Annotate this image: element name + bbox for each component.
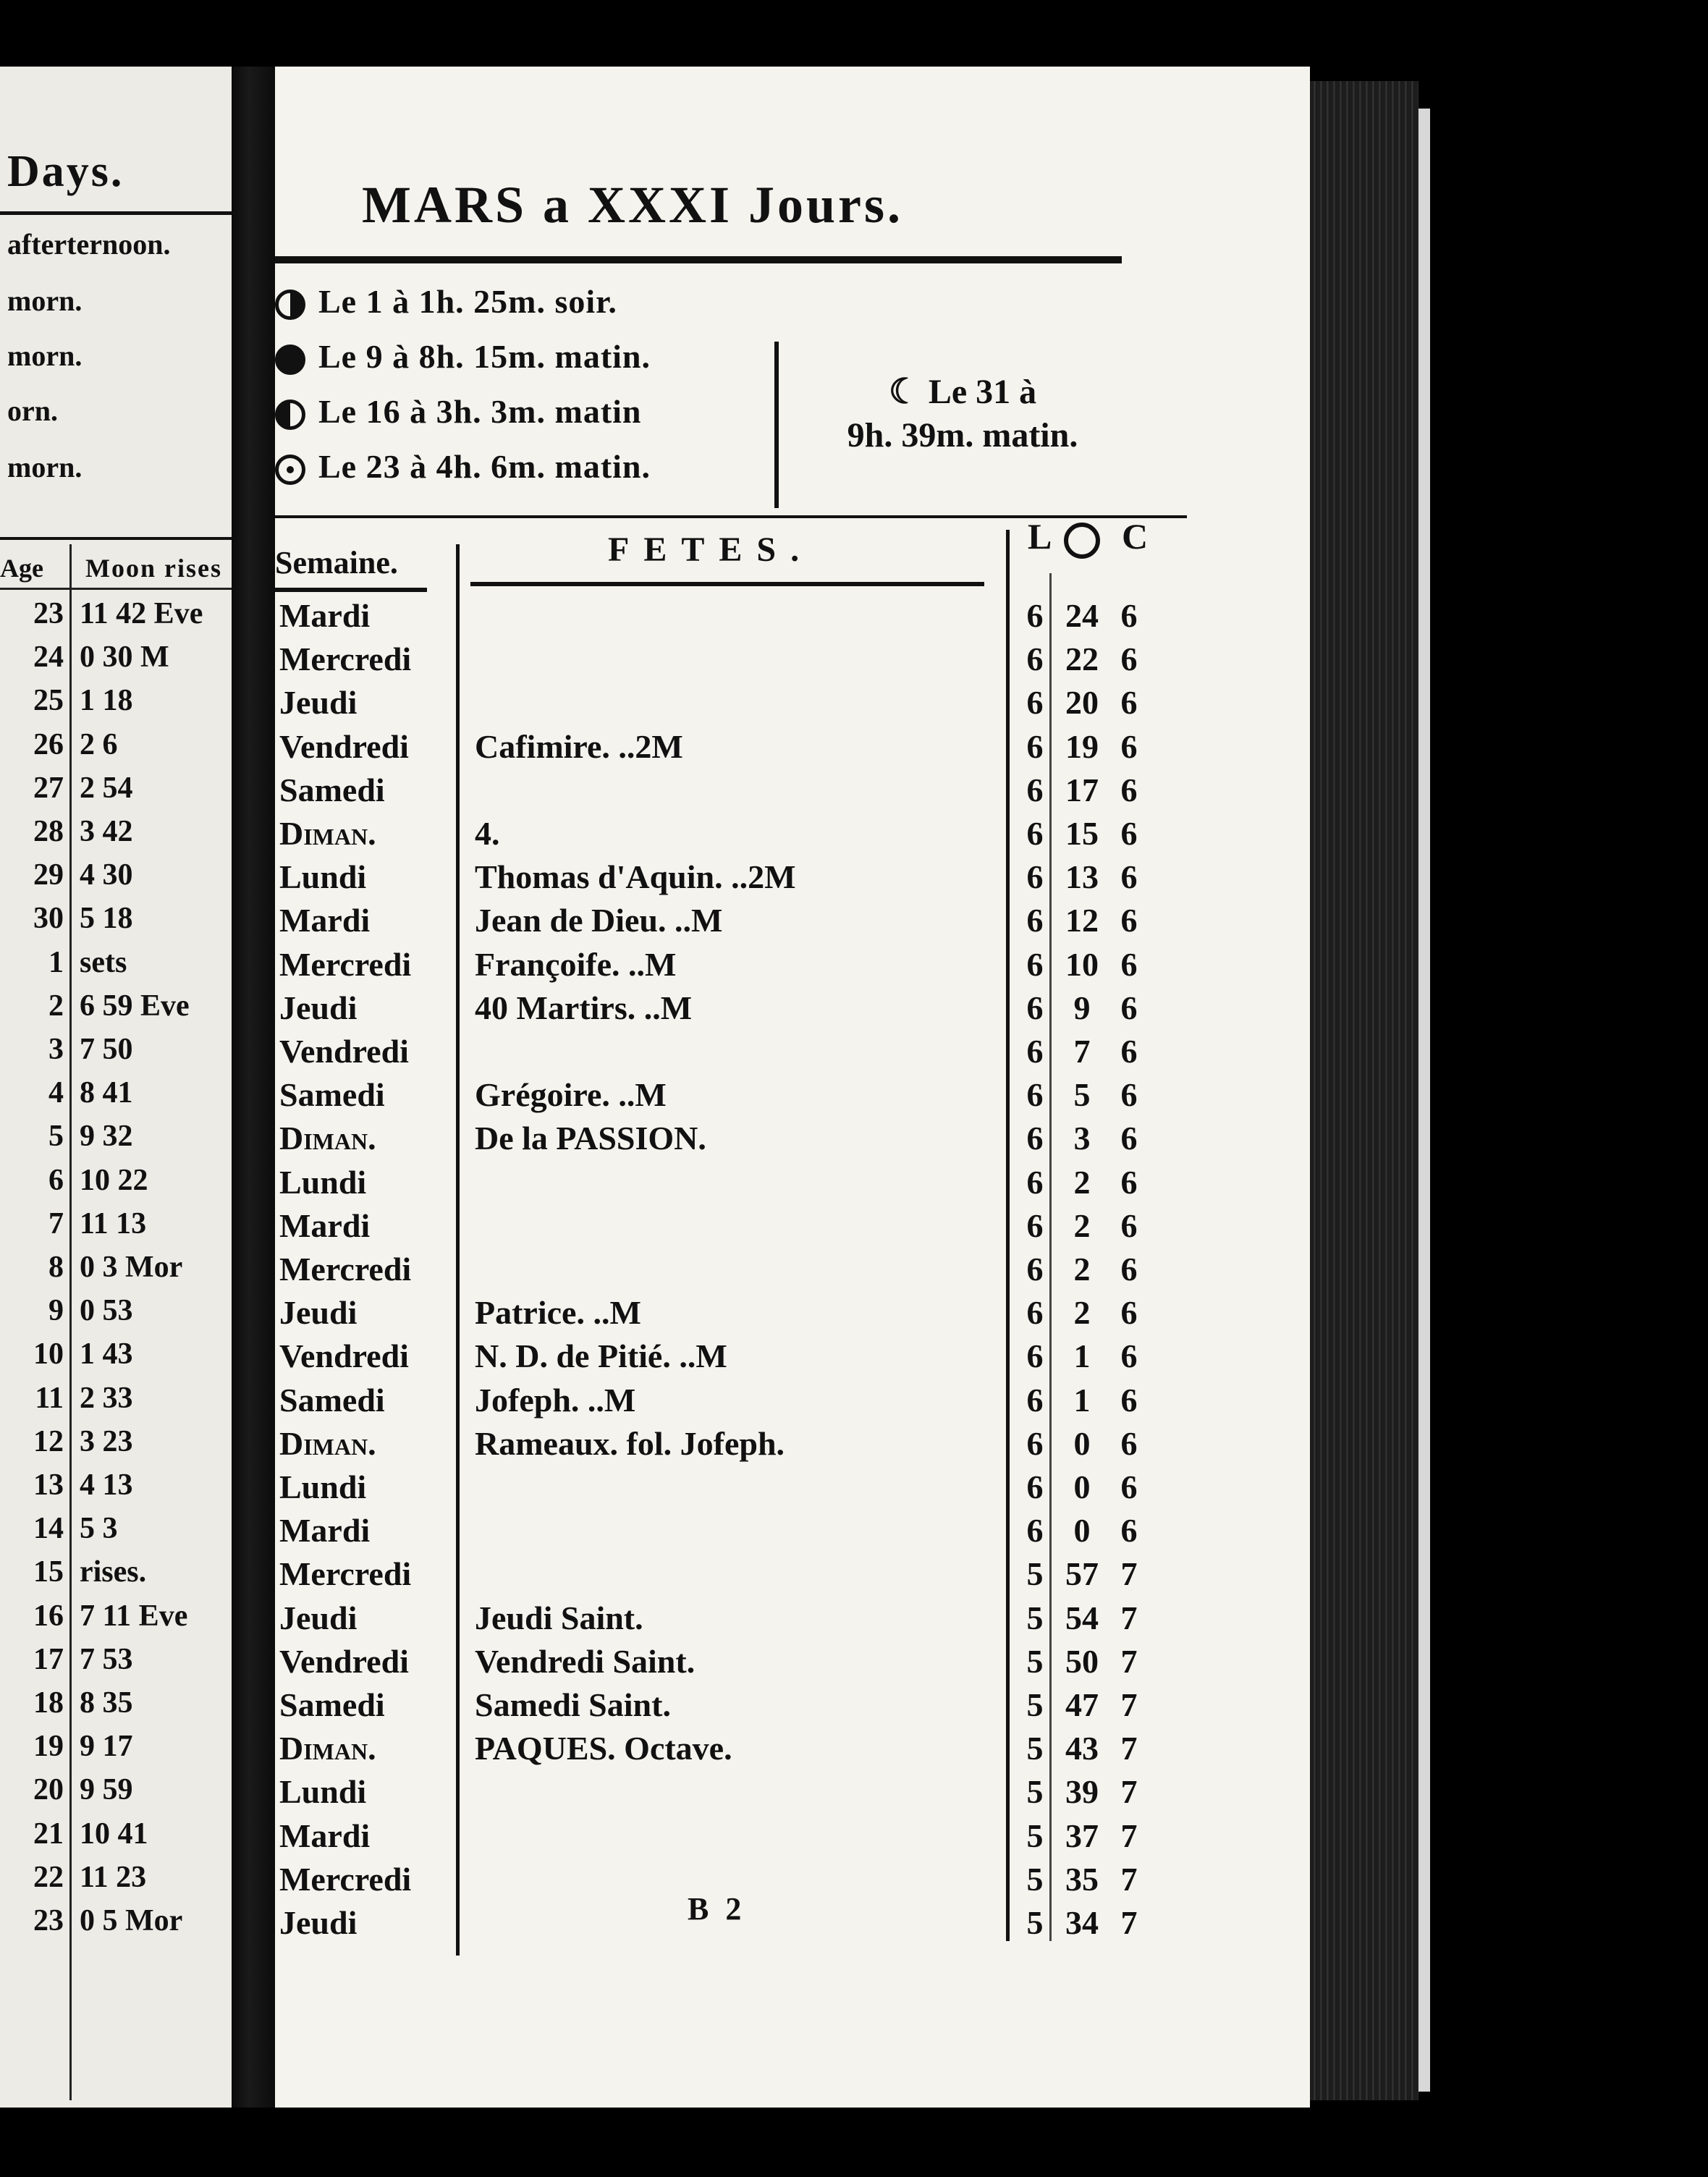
left-row-moon: 0 30 M bbox=[80, 641, 169, 675]
full-moon-icon bbox=[275, 344, 305, 375]
left-row-day: 19 bbox=[33, 1730, 64, 1764]
left-row-day: 14 bbox=[33, 1512, 64, 1546]
row-weekday: Jeudi bbox=[279, 1904, 358, 1941]
row-sunset-hour: 6 bbox=[1120, 902, 1138, 939]
row-sunrise-hour: 6 bbox=[1026, 597, 1044, 634]
left-header-rule bbox=[0, 211, 232, 215]
row-feast: Jeudi Saint. bbox=[475, 1599, 643, 1636]
left-row-day: 3 bbox=[48, 1033, 64, 1066]
moon-phase-line: Le 9 à 8h. 15m. matin. bbox=[318, 338, 651, 375]
row-weekday: Diman. bbox=[279, 1424, 376, 1462]
col-coucher: C bbox=[1122, 516, 1149, 557]
row-weekday: Lundi bbox=[279, 1773, 367, 1811]
row-sunrise-minute: 39 bbox=[1065, 1773, 1099, 1811]
row-weekday: Vendredi bbox=[279, 1642, 409, 1680]
row-feast: Jofeph. ..M bbox=[475, 1381, 636, 1419]
row-sunrise-hour: 6 bbox=[1026, 989, 1044, 1026]
col-semaine-rule bbox=[275, 588, 427, 592]
left-row-day: 17 bbox=[33, 1642, 64, 1676]
row-weekday: Mercredi bbox=[279, 1860, 412, 1898]
row-sunrise-hour: 6 bbox=[1026, 1381, 1044, 1419]
row-sunset-hour: 6 bbox=[1120, 1381, 1138, 1419]
row-sunrise-minute: 2 bbox=[1073, 1206, 1091, 1244]
right-page bbox=[275, 67, 1310, 2108]
row-sunrise-hour: 6 bbox=[1026, 1468, 1044, 1505]
row-sunrise-minute: 12 bbox=[1065, 902, 1099, 939]
left-row-moon: 11 42 Eve bbox=[80, 597, 203, 630]
row-sunset-hour: 7 bbox=[1120, 1642, 1138, 1680]
row-sunrise-minute: 34 bbox=[1065, 1904, 1099, 1941]
row-sunset-hour: 6 bbox=[1120, 945, 1138, 983]
left-row-day: 21 bbox=[33, 1817, 64, 1851]
row-weekday: Jeudi bbox=[279, 989, 358, 1026]
left-row-moon: 6 59 Eve bbox=[80, 989, 190, 1023]
left-row-day: 4 bbox=[48, 1076, 64, 1110]
row-sunset-hour: 6 bbox=[1120, 858, 1138, 896]
row-sunrise-hour: 6 bbox=[1026, 641, 1044, 678]
row-sunrise-minute: 2 bbox=[1073, 1294, 1091, 1332]
row-sunrise-hour: 6 bbox=[1026, 858, 1044, 896]
last-quarter-icon bbox=[275, 400, 305, 430]
left-col-divider bbox=[69, 544, 72, 2100]
left-row-moon: 3 42 bbox=[80, 815, 133, 848]
left-row-moon: 0 53 bbox=[80, 1294, 133, 1328]
row-sunset-hour: 6 bbox=[1120, 1468, 1138, 1505]
row-sunset-hour: 6 bbox=[1120, 597, 1138, 634]
left-row-day: 7 bbox=[48, 1206, 64, 1240]
title-rule bbox=[275, 256, 1122, 263]
left-row-moon: 2 6 bbox=[80, 727, 118, 761]
left-row-day: 29 bbox=[33, 858, 64, 892]
row-sunrise-hour: 5 bbox=[1026, 1817, 1044, 1854]
row-sunrise-minute: 47 bbox=[1065, 1686, 1099, 1723]
left-row-day: 13 bbox=[33, 1468, 64, 1502]
left-row-moon: 7 50 bbox=[80, 1033, 133, 1066]
row-sunrise-minute: 20 bbox=[1065, 684, 1099, 722]
left-table-rule bbox=[0, 537, 232, 540]
left-row-day: 15 bbox=[33, 1555, 64, 1589]
left-row-moon: 11 13 bbox=[80, 1206, 147, 1240]
row-sunrise-minute: 0 bbox=[1073, 1424, 1091, 1462]
row-weekday: Vendredi bbox=[279, 1337, 409, 1375]
row-sunset-hour: 7 bbox=[1120, 1555, 1138, 1593]
left-row-moon: 5 3 bbox=[80, 1512, 118, 1546]
left-row-moon: sets bbox=[80, 945, 127, 979]
row-sunset-hour: 6 bbox=[1120, 727, 1138, 765]
row-feast: 4. bbox=[475, 815, 500, 852]
row-sunrise-minute: 19 bbox=[1065, 727, 1099, 765]
left-row-day: 24 bbox=[33, 641, 64, 675]
row-sunset-hour: 6 bbox=[1120, 1337, 1138, 1375]
row-weekday: Samedi bbox=[279, 1076, 385, 1114]
left-row-day: 22 bbox=[33, 1860, 64, 1894]
row-sunset-hour: 7 bbox=[1120, 1686, 1138, 1723]
left-row-day: 26 bbox=[33, 727, 64, 761]
row-sunrise-hour: 6 bbox=[1026, 815, 1044, 852]
row-sunrise-hour: 6 bbox=[1026, 1163, 1044, 1201]
row-sunrise-hour: 6 bbox=[1026, 684, 1044, 722]
row-weekday: Mardi bbox=[279, 1206, 371, 1244]
page-title: MARS a XXXI Jours. bbox=[362, 176, 904, 234]
left-row-moon: 0 5 Mor bbox=[80, 1904, 183, 1937]
row-sunrise-minute: 22 bbox=[1065, 641, 1099, 678]
crescent-moon-icon: ☾ bbox=[888, 373, 920, 411]
row-feast: Rameaux. fol. Jofeph. bbox=[475, 1424, 785, 1462]
row-sunset-hour: 6 bbox=[1120, 771, 1138, 808]
left-phase-line: afterternoon. bbox=[7, 228, 171, 261]
row-sunrise-hour: 6 bbox=[1026, 1076, 1044, 1114]
row-sunrise-minute: 3 bbox=[1073, 1120, 1091, 1157]
left-row-day: 23 bbox=[33, 1904, 64, 1937]
row-feast: Jean de Dieu. ..M bbox=[475, 902, 723, 939]
row-sunrise-hour: 5 bbox=[1026, 1730, 1044, 1767]
left-row-moon: rises. bbox=[80, 1555, 147, 1589]
left-row-moon: 9 32 bbox=[80, 1120, 133, 1154]
row-sunrise-minute: 57 bbox=[1065, 1555, 1099, 1593]
row-weekday: Vendredi bbox=[279, 1033, 409, 1070]
row-sunrise-minute: 37 bbox=[1065, 1817, 1099, 1854]
row-sunrise-hour: 5 bbox=[1026, 1686, 1044, 1723]
left-row-moon: 9 59 bbox=[80, 1773, 133, 1807]
row-sunset-hour: 7 bbox=[1120, 1904, 1138, 1941]
row-sunrise-minute: 17 bbox=[1065, 771, 1099, 808]
page-folio: B 2 bbox=[688, 1891, 746, 1927]
left-row-day: 6 bbox=[48, 1163, 64, 1197]
row-feast: 40 Martirs. ..M bbox=[475, 989, 693, 1026]
left-row-moon: 2 33 bbox=[80, 1381, 133, 1415]
left-row-day: 1 bbox=[48, 945, 64, 979]
row-feast: De la PASSION. bbox=[475, 1120, 706, 1157]
left-row-moon: 9 17 bbox=[80, 1730, 133, 1764]
row-sunrise-minute: 7 bbox=[1073, 1033, 1091, 1070]
row-sunrise-hour: 6 bbox=[1026, 1206, 1044, 1244]
col-fetes-rule bbox=[470, 582, 984, 586]
row-sunrise-hour: 6 bbox=[1026, 1424, 1044, 1462]
row-sunset-hour: 6 bbox=[1120, 1120, 1138, 1157]
row-sunset-hour: 6 bbox=[1120, 1206, 1138, 1244]
row-sunrise-hour: 6 bbox=[1026, 945, 1044, 983]
row-sunrise-hour: 6 bbox=[1026, 727, 1044, 765]
row-sunrise-hour: 6 bbox=[1026, 771, 1044, 808]
row-sunrise-hour: 5 bbox=[1026, 1860, 1044, 1898]
left-row-moon: 10 22 bbox=[80, 1163, 148, 1197]
left-row-day: 16 bbox=[33, 1599, 64, 1633]
row-feast: Grégoire. ..M bbox=[475, 1076, 667, 1114]
row-sunrise-hour: 6 bbox=[1026, 1512, 1044, 1550]
row-weekday: Mercredi bbox=[279, 1251, 412, 1288]
row-sunrise-minute: 2 bbox=[1073, 1251, 1091, 1288]
row-sunset-hour: 7 bbox=[1120, 1599, 1138, 1636]
row-feast: Françoife. ..M bbox=[475, 945, 677, 983]
sun-divider-inner bbox=[1049, 573, 1052, 1941]
row-weekday: Diman. bbox=[279, 815, 376, 852]
row-sunset-hour: 6 bbox=[1120, 1076, 1138, 1114]
left-row-moon: 1 18 bbox=[80, 684, 133, 718]
row-sunrise-minute: 0 bbox=[1073, 1512, 1091, 1550]
left-header-underline bbox=[0, 588, 232, 590]
left-col-age: Age bbox=[0, 554, 43, 583]
row-weekday: Mercredi bbox=[279, 945, 412, 983]
left-phase-line: morn. bbox=[7, 339, 83, 372]
left-row-moon: 11 23 bbox=[80, 1860, 147, 1894]
left-row-day: 18 bbox=[33, 1686, 64, 1720]
left-row-day: 28 bbox=[33, 815, 64, 848]
left-row-moon: 0 3 Mor bbox=[80, 1251, 183, 1284]
row-weekday: Diman. bbox=[279, 1730, 376, 1767]
row-sunrise-hour: 6 bbox=[1026, 1120, 1044, 1157]
row-sunrise-hour: 5 bbox=[1026, 1642, 1044, 1680]
cover-edge bbox=[1419, 109, 1430, 2092]
left-row-moon: 7 53 bbox=[80, 1642, 133, 1676]
row-sunrise-hour: 6 bbox=[1026, 1251, 1044, 1288]
row-weekday: Lundi bbox=[279, 858, 367, 896]
row-sunset-hour: 6 bbox=[1120, 1033, 1138, 1070]
row-sunrise-minute: 24 bbox=[1065, 597, 1099, 634]
row-weekday: Vendredi bbox=[279, 727, 409, 765]
left-row-moon: 4 30 bbox=[80, 858, 133, 892]
row-feast: Patrice. ..M bbox=[475, 1294, 641, 1332]
row-sunrise-minute: 43 bbox=[1065, 1730, 1099, 1767]
row-weekday: Jeudi bbox=[279, 1599, 358, 1636]
row-sunrise-hour: 5 bbox=[1026, 1904, 1044, 1941]
row-weekday: Samedi bbox=[279, 1686, 385, 1723]
left-row-day: 10 bbox=[33, 1337, 64, 1371]
moon-phase-line: Le 16 à 3h. 3m. matin bbox=[318, 393, 642, 430]
left-row-day: 30 bbox=[33, 902, 64, 936]
row-weekday: Jeudi bbox=[279, 1294, 358, 1332]
col-fetes: FETES. bbox=[608, 530, 814, 569]
row-sunrise-hour: 5 bbox=[1026, 1599, 1044, 1636]
left-row-day: 2 bbox=[48, 989, 64, 1023]
row-sunrise-minute: 15 bbox=[1065, 815, 1099, 852]
row-sunrise-minute: 54 bbox=[1065, 1599, 1099, 1636]
left-row-moon: 3 23 bbox=[80, 1424, 133, 1458]
row-feast: PAQUES. Octave. bbox=[475, 1730, 732, 1767]
left-row-day: 20 bbox=[33, 1773, 64, 1807]
row-feast: Thomas d'Aquin. ..2M bbox=[475, 858, 796, 896]
row-weekday: Samedi bbox=[279, 771, 385, 808]
row-sunrise-hour: 6 bbox=[1026, 902, 1044, 939]
row-sunrise-minute: 9 bbox=[1073, 989, 1091, 1026]
row-weekday: Mardi bbox=[279, 902, 371, 939]
left-page bbox=[0, 67, 232, 2108]
row-sunrise-minute: 2 bbox=[1073, 1163, 1091, 1201]
left-phase-line: orn. bbox=[7, 394, 58, 427]
row-sunrise-minute: 10 bbox=[1065, 945, 1099, 983]
row-sunrise-hour: 5 bbox=[1026, 1773, 1044, 1811]
left-row-day: 5 bbox=[48, 1120, 64, 1154]
row-sunset-hour: 6 bbox=[1120, 1512, 1138, 1550]
moon-phase-last bbox=[800, 371, 1125, 457]
left-row-day: 25 bbox=[33, 684, 64, 718]
moon-phase-line: Le 1 à 1h. 25m. soir. bbox=[318, 283, 617, 320]
moon-phase-line: Le 23 à 4h. 6m. matin. bbox=[318, 448, 651, 485]
left-row-day: 12 bbox=[33, 1424, 64, 1458]
row-sunrise-minute: 50 bbox=[1065, 1642, 1099, 1680]
left-row-moon: 5 18 bbox=[80, 902, 133, 936]
row-sunrise-minute: 5 bbox=[1073, 1076, 1091, 1114]
row-sunset-hour: 6 bbox=[1120, 1251, 1138, 1288]
row-sunset-hour: 6 bbox=[1120, 641, 1138, 678]
row-feast: Vendredi Saint. bbox=[475, 1642, 696, 1680]
row-sunrise-hour: 6 bbox=[1026, 1294, 1044, 1332]
first-quarter-icon bbox=[275, 289, 305, 320]
row-sunset-hour: 7 bbox=[1120, 1730, 1138, 1767]
row-sunrise-minute: 0 bbox=[1073, 1468, 1091, 1505]
new-moon-icon bbox=[275, 455, 305, 485]
left-row-moon: 4 13 bbox=[80, 1468, 133, 1502]
left-row-moon: 10 41 bbox=[80, 1817, 148, 1851]
row-sunrise-hour: 6 bbox=[1026, 1337, 1044, 1375]
left-phase-line: morn. bbox=[7, 284, 83, 317]
row-feast: Samedi Saint. bbox=[475, 1686, 671, 1723]
left-row-moon: 8 41 bbox=[80, 1076, 133, 1110]
left-row-moon: 8 35 bbox=[80, 1686, 133, 1720]
row-sunset-hour: 6 bbox=[1120, 1163, 1138, 1201]
row-sunset-hour: 7 bbox=[1120, 1773, 1138, 1811]
left-page-header: Days. bbox=[7, 147, 124, 196]
row-sunset-hour: 6 bbox=[1120, 815, 1138, 852]
left-row-day: 8 bbox=[48, 1251, 64, 1284]
row-sunrise-hour: 5 bbox=[1026, 1555, 1044, 1593]
left-row-moon: 7 11 Eve bbox=[80, 1599, 188, 1633]
left-row-day: 11 bbox=[35, 1381, 64, 1415]
row-weekday: Mardi bbox=[279, 1817, 371, 1854]
row-weekday: Lundi bbox=[279, 1468, 367, 1505]
book-gutter bbox=[232, 67, 275, 2108]
row-sunset-hour: 6 bbox=[1120, 989, 1138, 1026]
row-sunset-hour: 6 bbox=[1120, 1424, 1138, 1462]
row-sunrise-minute: 35 bbox=[1065, 1860, 1099, 1898]
left-row-day: 27 bbox=[33, 771, 64, 805]
row-weekday: Diman. bbox=[279, 1120, 376, 1157]
left-row-day: 23 bbox=[33, 597, 64, 630]
row-weekday: Samedi bbox=[279, 1381, 385, 1419]
moon-phase-last-line2: 9h. 39m. matin. bbox=[847, 416, 1078, 455]
row-weekday: Mardi bbox=[279, 597, 371, 634]
row-sunrise-hour: 6 bbox=[1026, 1033, 1044, 1070]
row-weekday: Mercredi bbox=[279, 1555, 412, 1593]
col-semaine: Semaine. bbox=[275, 545, 398, 580]
sun-divider bbox=[1006, 530, 1010, 1941]
phases-divider bbox=[774, 342, 779, 508]
row-sunset-hour: 7 bbox=[1120, 1817, 1138, 1854]
row-weekday: Lundi bbox=[279, 1163, 367, 1201]
row-weekday: Mercredi bbox=[279, 641, 412, 678]
left-phase-line: morn. bbox=[7, 451, 83, 483]
row-sunrise-minute: 1 bbox=[1073, 1337, 1091, 1375]
semaine-divider bbox=[456, 544, 460, 1956]
row-sunset-hour: 7 bbox=[1120, 1860, 1138, 1898]
row-feast: Cafimire. ..2M bbox=[475, 727, 683, 765]
left-col-moon: Moon rises bbox=[85, 554, 222, 583]
page-block-edge bbox=[1310, 81, 1419, 2100]
left-row-day: 9 bbox=[48, 1294, 64, 1328]
row-sunset-hour: 6 bbox=[1120, 1294, 1138, 1332]
left-row-moon: 2 54 bbox=[80, 771, 133, 805]
moon-phase-last-line1: Le 31 à bbox=[928, 373, 1037, 411]
sun-icon bbox=[1064, 523, 1100, 559]
row-sunrise-minute: 1 bbox=[1073, 1381, 1091, 1419]
col-lever: L bbox=[1028, 516, 1052, 557]
left-row-moon: 1 43 bbox=[80, 1337, 133, 1371]
row-sunrise-minute: 13 bbox=[1065, 858, 1099, 896]
row-weekday: Jeudi bbox=[279, 684, 358, 722]
row-weekday: Mardi bbox=[279, 1512, 371, 1550]
row-feast: N. D. de Pitié. ..M bbox=[475, 1337, 727, 1375]
row-sunset-hour: 6 bbox=[1120, 684, 1138, 722]
